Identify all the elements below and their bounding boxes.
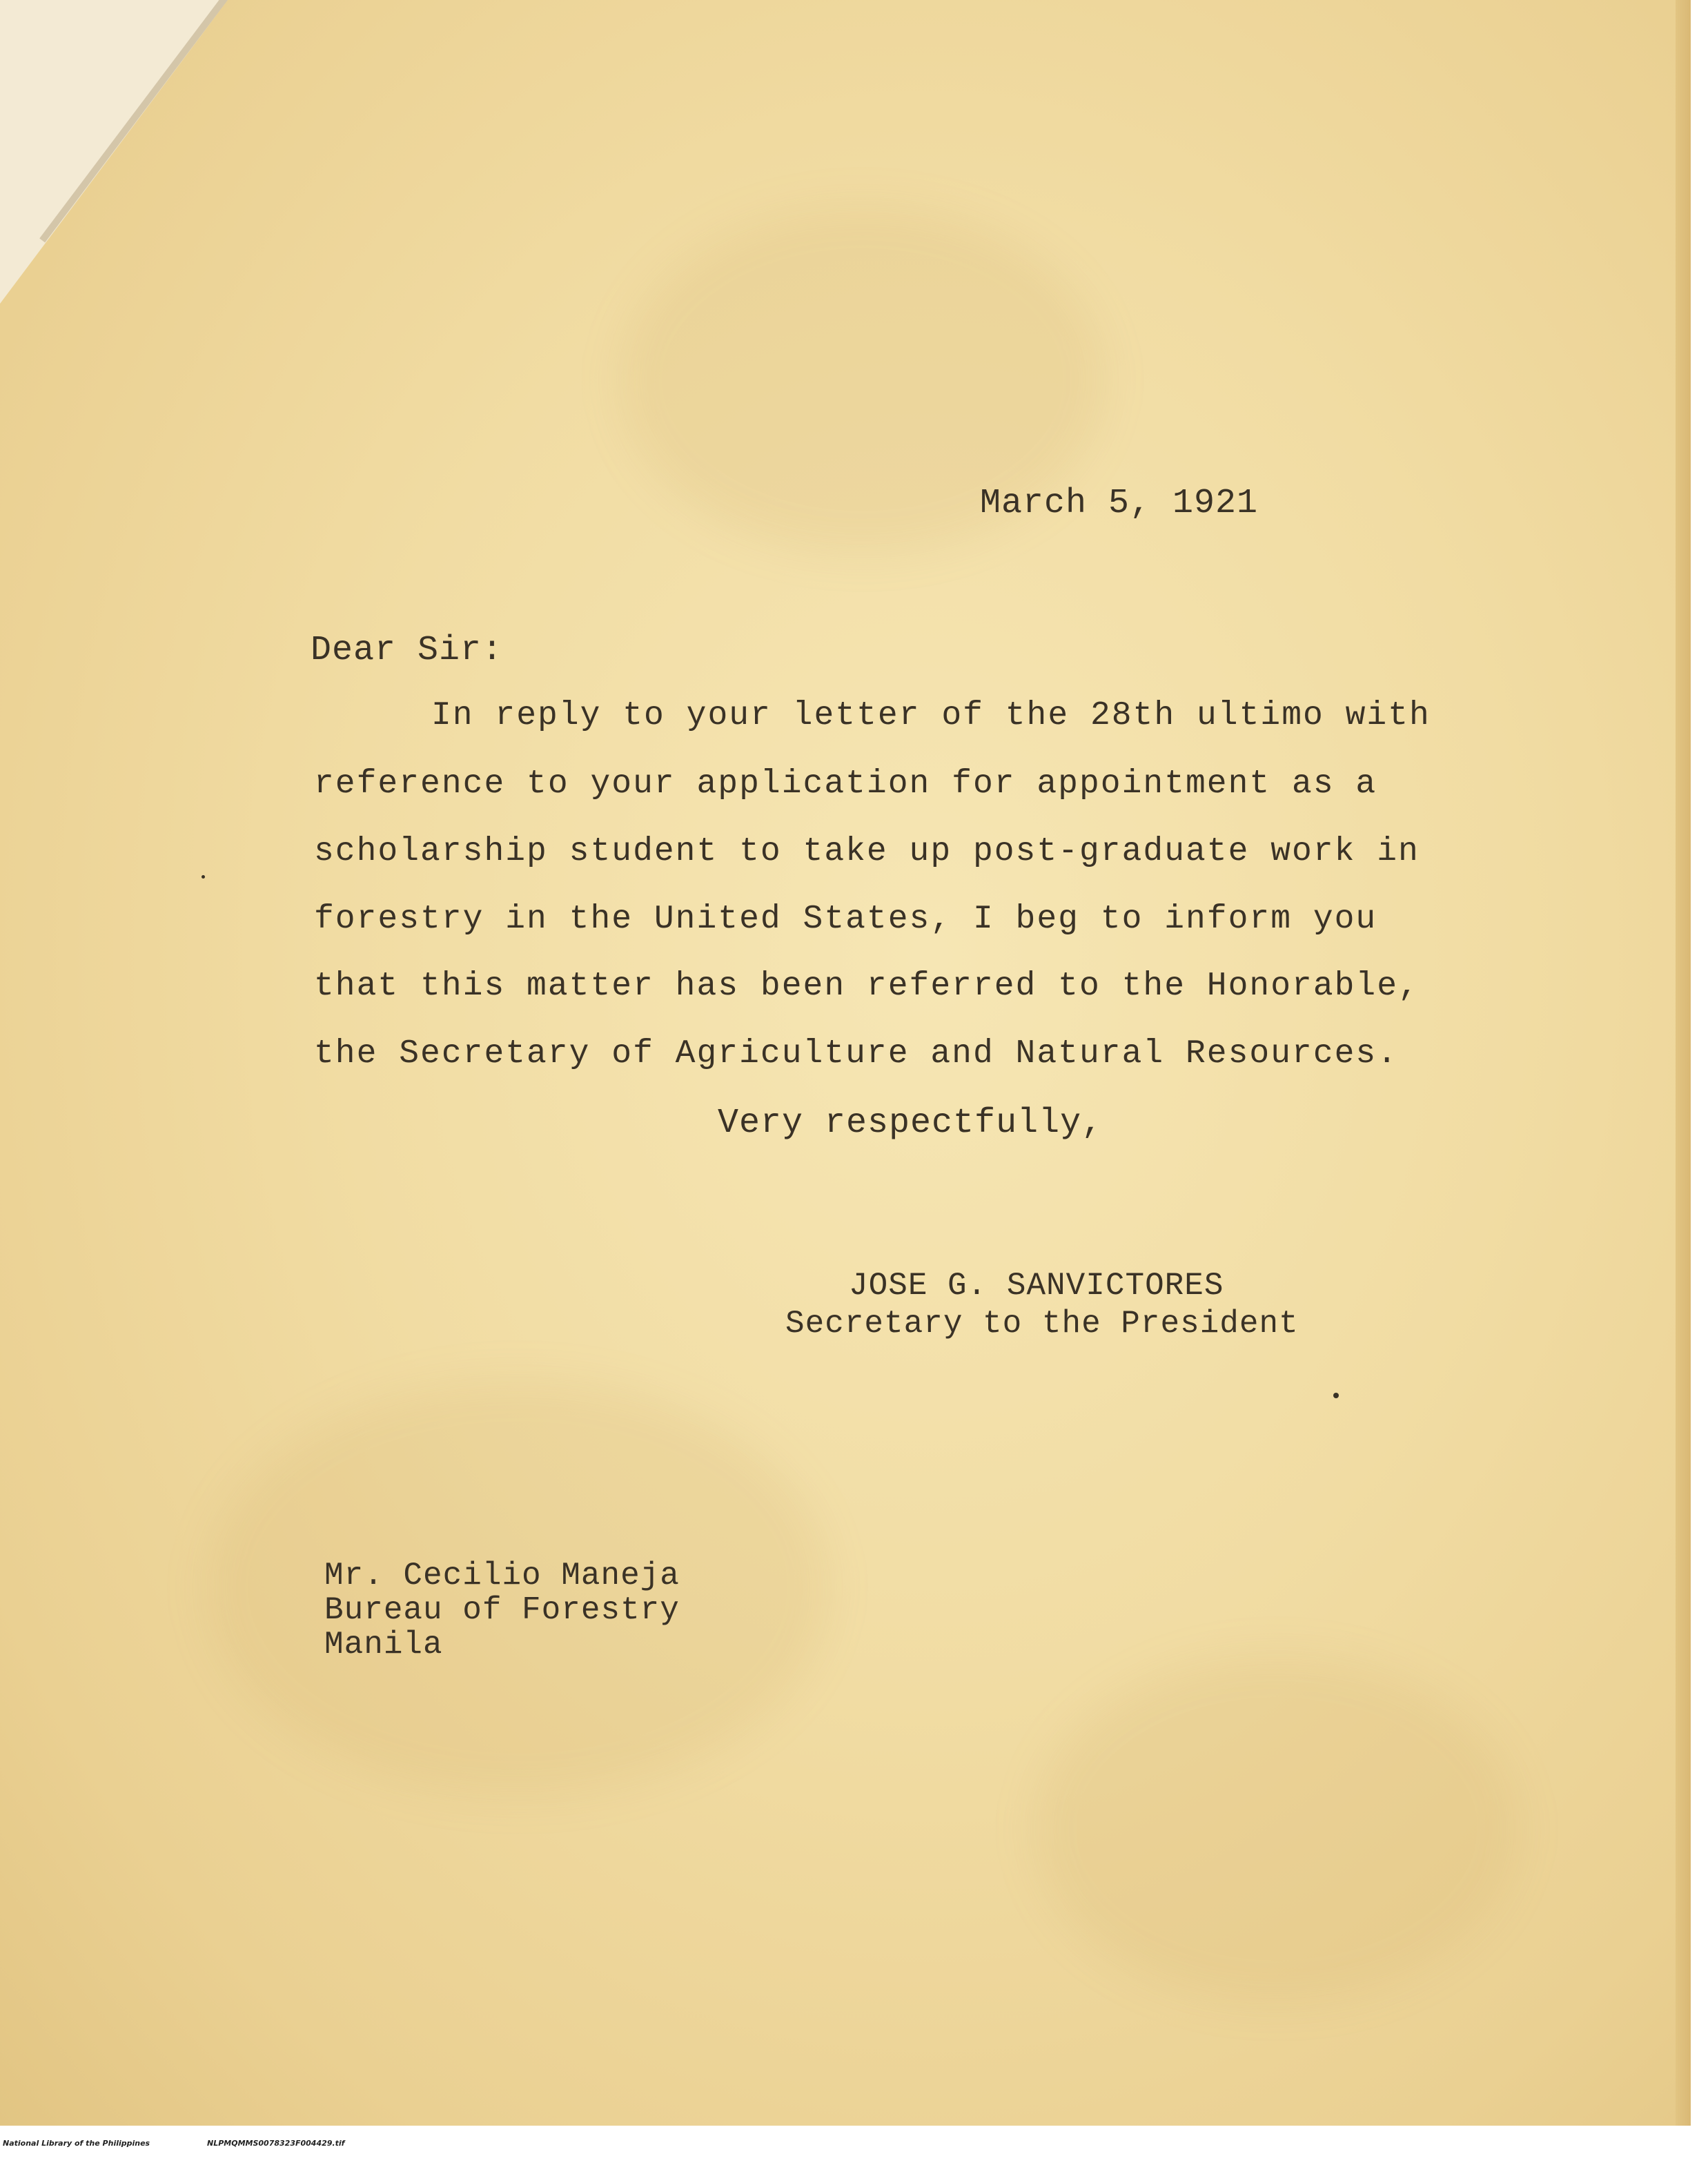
- body-line: the Secretary of Agriculture and Natural Resources.: [314, 1035, 1399, 1072]
- body-line: scholarship student to take up post-graduate work in: [314, 833, 1420, 870]
- paper-stain: [1035, 1656, 1518, 2001]
- folded-corner: [0, 0, 228, 304]
- ink-speck: [1333, 1393, 1339, 1398]
- body-line: forestry in the United States, I beg to inform you: [314, 901, 1377, 938]
- letter-date: March 5, 1921: [980, 484, 1259, 523]
- body-line: that this matter has been referred to the Honorable,: [314, 968, 1420, 1005]
- address-line: Bureau of Forestry: [324, 1592, 680, 1628]
- body-line: reference to your application for appointment as a: [314, 765, 1377, 803]
- page-edge: [1676, 0, 1691, 2126]
- signatory-name: JOSE G. SANVICTORES: [849, 1268, 1224, 1304]
- closing: Very respectfully,: [718, 1104, 1103, 1143]
- scan-footer: [0, 2138, 1708, 2148]
- salutation: Dear Sir:: [311, 631, 504, 670]
- address-line: Mr. Cecilio Maneja: [324, 1558, 680, 1594]
- signatory-title: Secretary to the President: [785, 1306, 1299, 1342]
- body-line: In reply to your letter of the 28th ultimo with: [431, 697, 1431, 734]
- footer-filename: NLPMQMMS0078323F004429.tif: [207, 2139, 345, 2148]
- footer-institution: National Library of the Philippines: [3, 2139, 150, 2148]
- address-line: Manila: [324, 1627, 443, 1663]
- ink-speck: [202, 875, 205, 879]
